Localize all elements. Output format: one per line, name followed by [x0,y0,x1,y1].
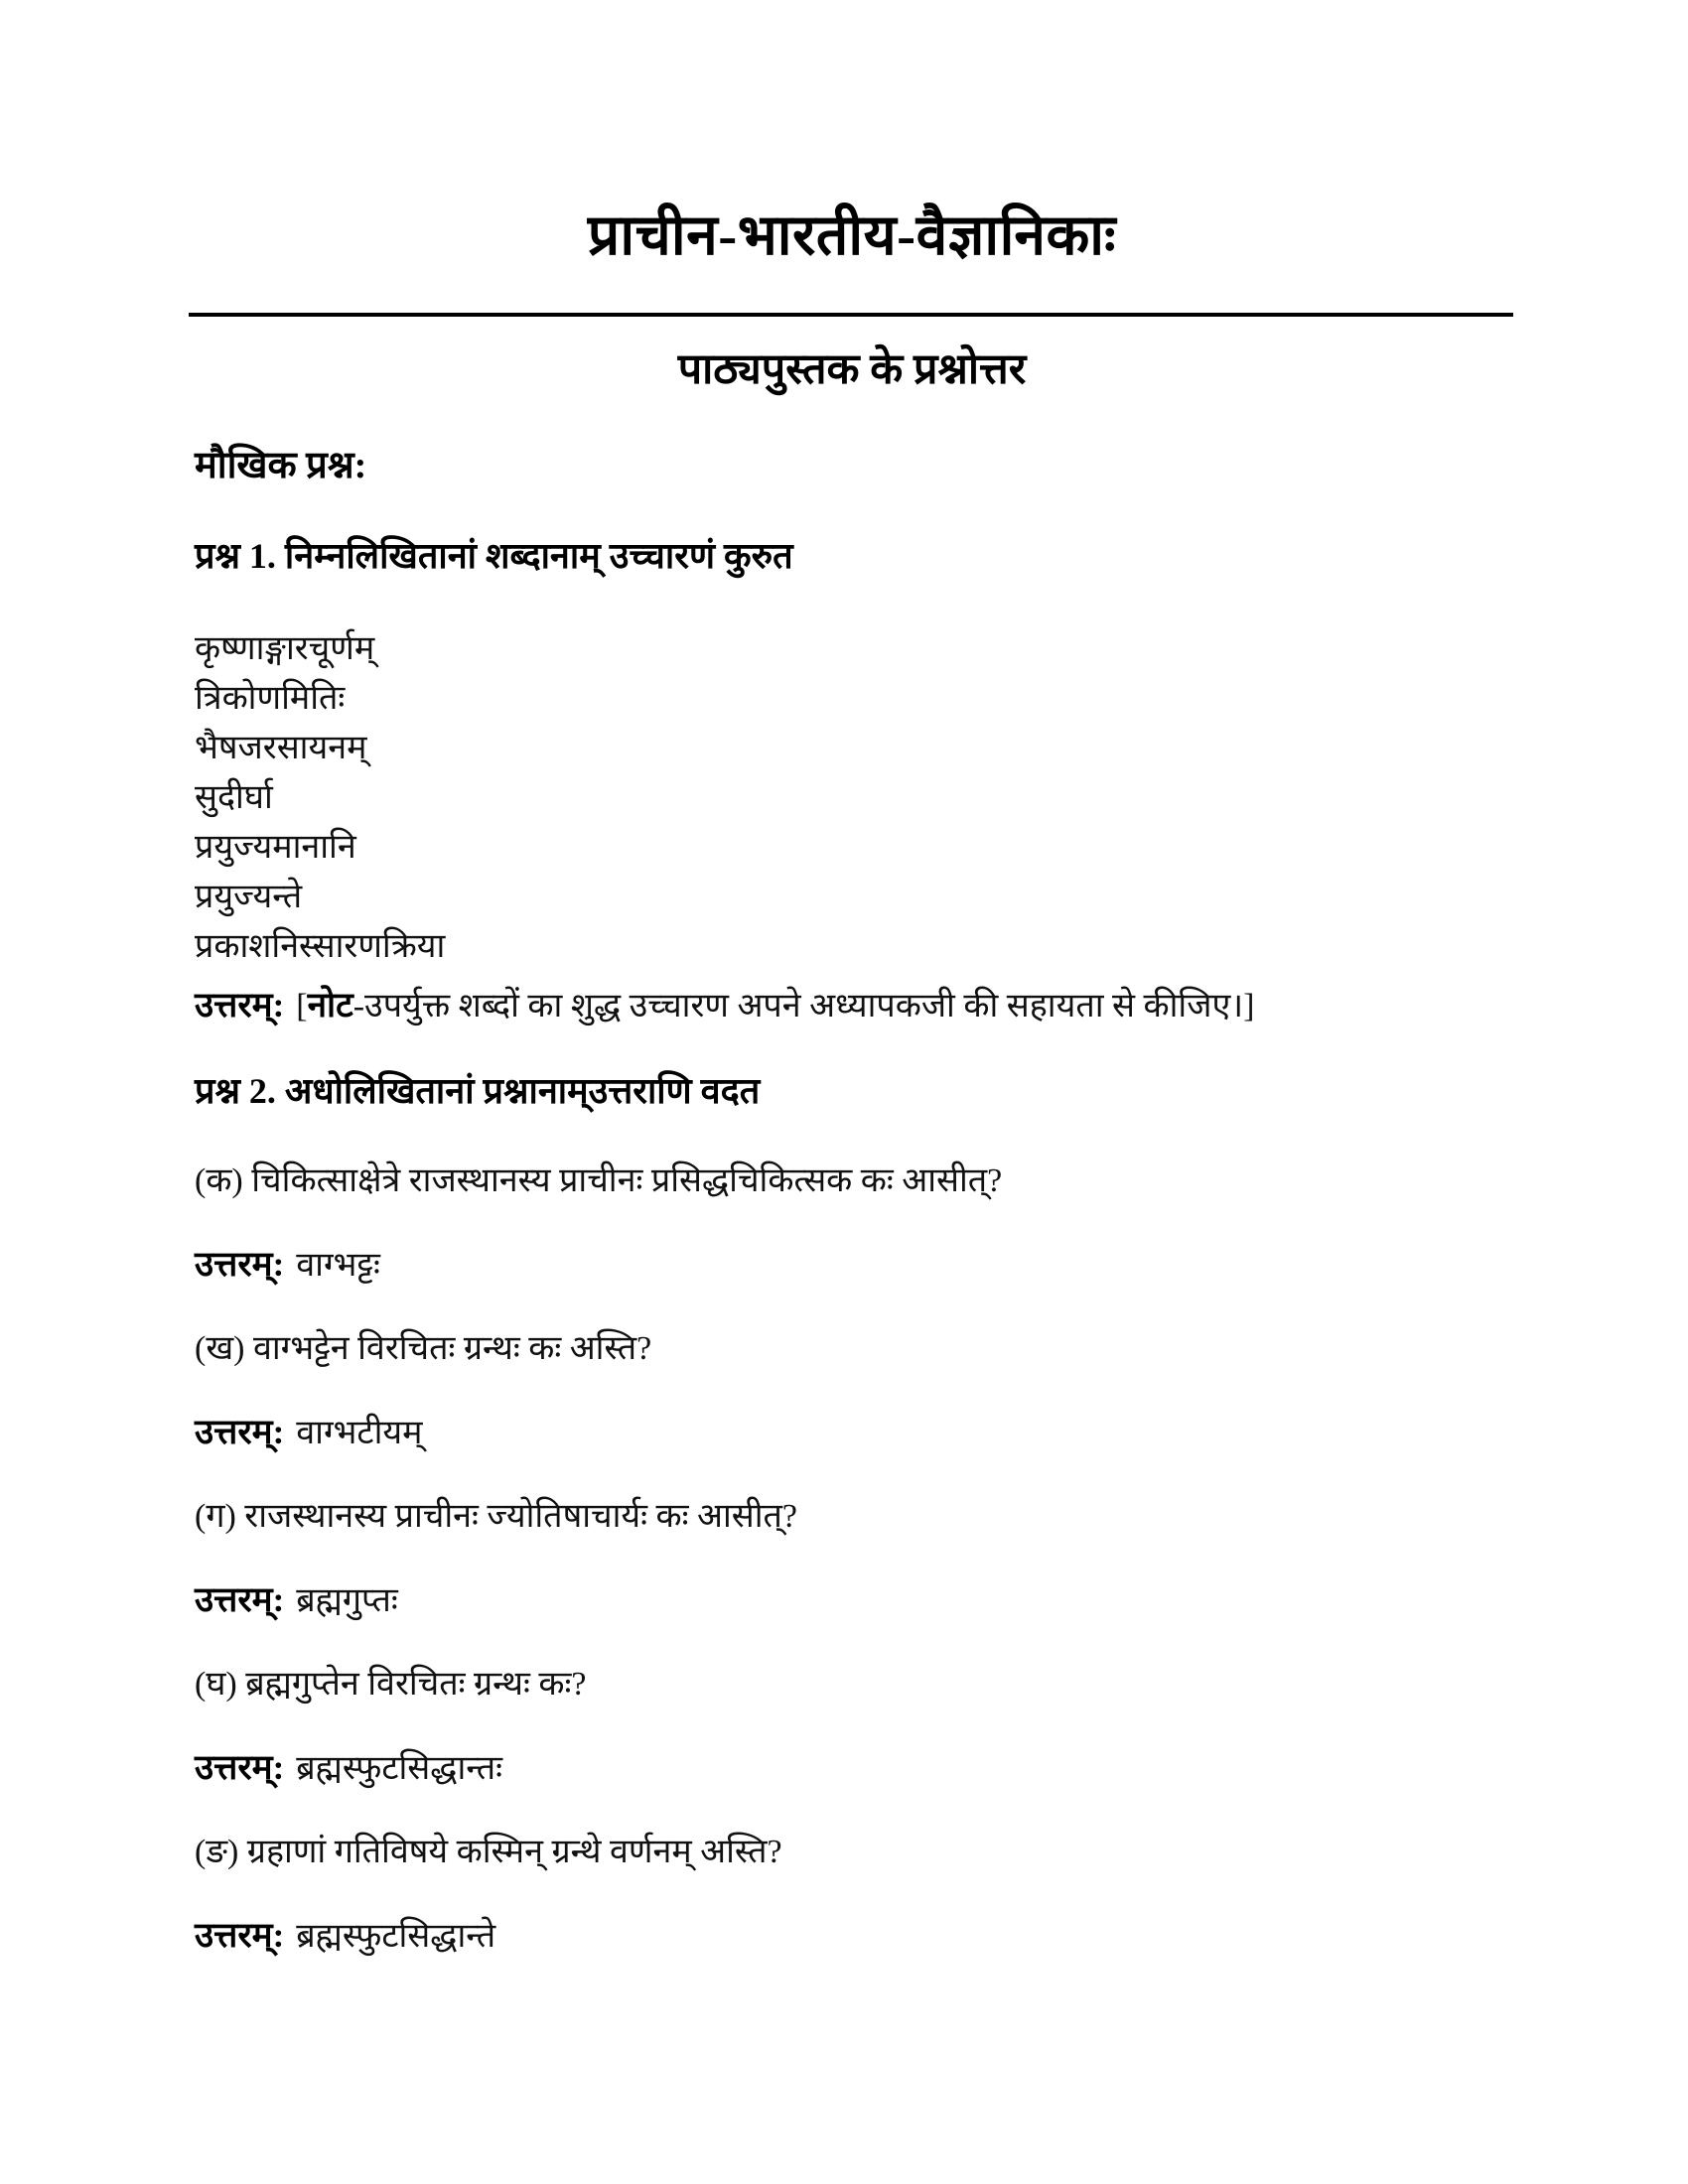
answer-2-item-gha [195,1746,1509,1791]
question-1-heading: प्रश्न 1. निम्नलिखितानां शब्दानाम् उच्चारणं कुरुत [195,536,793,577]
question-2-item-ka: (क) चिकित्साक्षेत्रे राजस्थानस्य प्राचीनः प्रसिद्धचिकित्सक कः आसीत्? [195,1162,1003,1200]
answer-2-item-nga [195,1914,1509,1959]
answer-2-item-ka [195,1243,1509,1288]
word-item-2: त्रिकोणमितिः [195,680,346,718]
question-2-item-ga: (ग) राजस्थानस्य प्राचीनः ज्योतिषाचार्यः कः आसीत्? [195,1498,797,1536]
word-item-5: प्रयुज्यमानानि [195,829,356,867]
answer-text: ब्रह्मगुप्तः [296,1582,398,1620]
section-heading-oral-questions: मौखिक प्रश्न: [195,445,367,487]
note-text: -उपर्युक्त शब्दों का शुद्ध उच्चारण अपने अध्यापकजी की सहायता से कीजिए।] [352,988,1255,1025]
answer-2-item-ga [195,1578,1509,1623]
answer-2-item-kha [195,1411,1509,1455]
title-divider-line [189,313,1513,317]
word-item-1: कृष्णाङ्गारचूर्णम् [195,630,375,668]
page-subtitle: पाठ्यपुस्तक के प्रश्नोत्तर [195,344,1509,396]
question-2-item-nga: (ङ) ग्रहाणां गतिविषये कस्मिन् ग्रन्थे वर्णनम् अस्ति? [195,1834,782,1871]
answer-text: वाग्भट्टः [296,1247,380,1285]
answer-text: ब्रह्मस्फुटसिद्धान्ते [296,1918,496,1956]
answer-text: वाग्भटीयम् [296,1415,423,1452]
answer-label: उत्तरम्: [195,1245,285,1285]
answer-label: उत्तरम्: [195,1413,285,1452]
pronunciation-word-list [195,624,1509,972]
note-open-bracket: [ [296,988,308,1025]
question-2-item-gha: (घ) ब्रह्मगुप्तेन विरचितः ग्रन्थः कः? [195,1666,587,1704]
note-label: नोट [307,986,353,1025]
page-title: प्राचीन-भारतीय-वैज्ञानिकाः [587,205,1117,267]
word-item-3: भैषजरसायनम् [195,730,367,767]
answer-label: उत्तरम्: [195,1580,285,1620]
word-item-6: प्रयुज्यन्ते [195,879,303,916]
answer-1-note [195,984,1509,1028]
question-2-item-kha: (ख) वाग्भट्टेन विरचितः ग्रन्थः कः अस्ति? [195,1330,652,1368]
word-item-4: सुदीर्घा [195,779,273,817]
answer-text: ब्रह्मस्फुटसिद्धान्तः [296,1750,502,1788]
answer-label: उत्तरम्: [195,1748,285,1788]
answer-1-label: उत्तरम्: [195,986,285,1025]
word-item-7: प्रकाशनिस्सारणक्रिया [195,928,446,966]
answer-label: उत्तरम्: [195,1916,285,1956]
question-2-heading: प्रश्न 2. अधोलिखितानां प्रश्नानाम्उत्तराणि वदत [195,1071,761,1112]
